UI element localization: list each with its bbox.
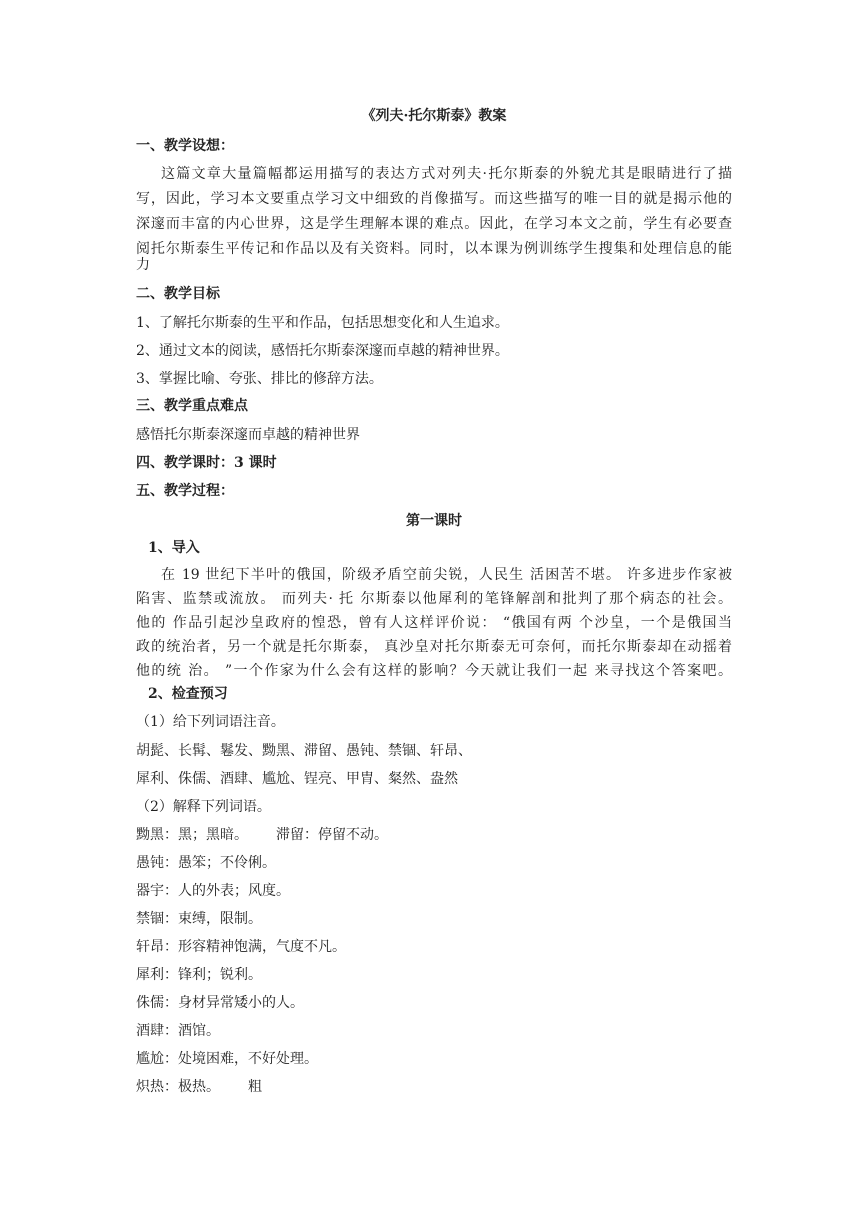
definition: 禁锢：束缚，限制。 <box>136 911 262 927</box>
definition: 尴尬：处境困难，不好处理。 <box>136 1051 318 1067</box>
definition: 黝黑：黑；黑暗。 <box>136 827 248 843</box>
paragraph-line: 陷害、监禁或流放。 而列夫· 托 尔斯泰以他犀利的笔锋解剖和批判了那个病态的社会。 <box>136 591 732 607</box>
paragraph-line: 他的统 治。 ”一个作家为什么会有这样的影响？今天就让我们一起 来寻找这个答案吧。 <box>136 663 732 679</box>
definition: 酒肆：酒馆。 <box>136 1023 220 1039</box>
paragraph-line: 写，因此，学习本文要重点学习文中细致的肖像描写。而这些描写的唯一目的就是揭示他的 <box>136 191 732 207</box>
sub-task-definitions: （2）解释下列词语。 <box>136 799 271 815</box>
paragraph-line: 他的 作品引起沙皇政府的惶恐，曾有人这样评价说： “俄国有两 个沙皇，一个是俄国当 <box>136 615 732 631</box>
definition: 滞留：停留不动。 <box>276 827 388 843</box>
paragraph-line: 阅托尔斯泰生平传记和作品以及有关资料。同时，以本课为例训练学生搜集和处理信息的能 <box>136 241 732 257</box>
definition: 器宇：人的外表；风度。 <box>136 883 290 899</box>
lesson-heading: 第一课时 <box>406 513 462 529</box>
paragraph-line: 这篇文章大量篇幅都运用描写的表达方式对列夫·托尔斯泰的外貌尤其是眼睛进行了描 <box>161 166 732 182</box>
definition: 愚钝：愚笨；不伶俐。 <box>136 855 276 871</box>
section-heading-hours: 四、教学课时：3 课时 <box>136 455 277 471</box>
definition-row <box>136 1079 732 1095</box>
section-heading-design: 一、教学设想： <box>136 138 234 154</box>
word-list: 胡髭、长髯、鬈发、黝黑、滞留、愚钝、禁锢、轩昂、 <box>136 743 472 759</box>
section-heading-key-points: 三、教学重点难点 <box>136 398 248 414</box>
goal-item: 3、掌握比喻、夸张、排比的修辞方法。 <box>136 371 383 387</box>
section-heading-process: 五、教学过程： <box>136 483 234 499</box>
definition-row <box>136 827 732 843</box>
definition: 炽热：极热。 <box>136 1079 220 1095</box>
goal-item: 2、通过文本的阅读，感悟托尔斯泰深邃而卓越的精神世界。 <box>136 343 509 359</box>
word-list: 犀利、侏儒、酒肆、尴尬、锃亮、甲胄、粲然、盎然 <box>136 771 458 787</box>
paragraph-line: 政的统治者，另一个就是托尔斯泰， 真沙皇对托尔斯泰无可奈何，而托尔斯泰却在动摇着 <box>136 639 732 655</box>
paragraph-line: 力 <box>136 257 150 273</box>
definition: 轩昂：形容精神饱满，气度不凡。 <box>136 939 346 955</box>
goal-item: 1、了解托尔斯泰的生平和作品，包括思想变化和人生追求。 <box>136 315 509 331</box>
key-point-text: 感悟托尔斯泰深邃而卓越的精神世界 <box>136 427 360 443</box>
definition: 粗 <box>248 1079 262 1095</box>
step-heading-preview: 2、检查预习 <box>148 686 228 702</box>
definition: 侏儒：身材异常矮小的人。 <box>136 995 304 1011</box>
section-heading-goals: 二、教学目标 <box>136 286 220 302</box>
sub-task-phonetics: （1）给下列词语注音。 <box>136 714 285 730</box>
document-title: 《列夫·托尔斯泰》教案 <box>361 108 507 124</box>
definition: 犀利：锋利；锐利。 <box>136 967 262 983</box>
paragraph-line: 深邃而丰富的内心世界，这是学生理解本课的难点。因此，在学习本文之前，学生有必要查 <box>136 216 732 232</box>
paragraph-line: 在 19 世纪下半叶的俄国，阶级矛盾空前尖锐，人民生 活困苦不堪。 许多进步作家被 <box>161 567 732 583</box>
step-heading-intro: 1、导入 <box>148 540 200 556</box>
